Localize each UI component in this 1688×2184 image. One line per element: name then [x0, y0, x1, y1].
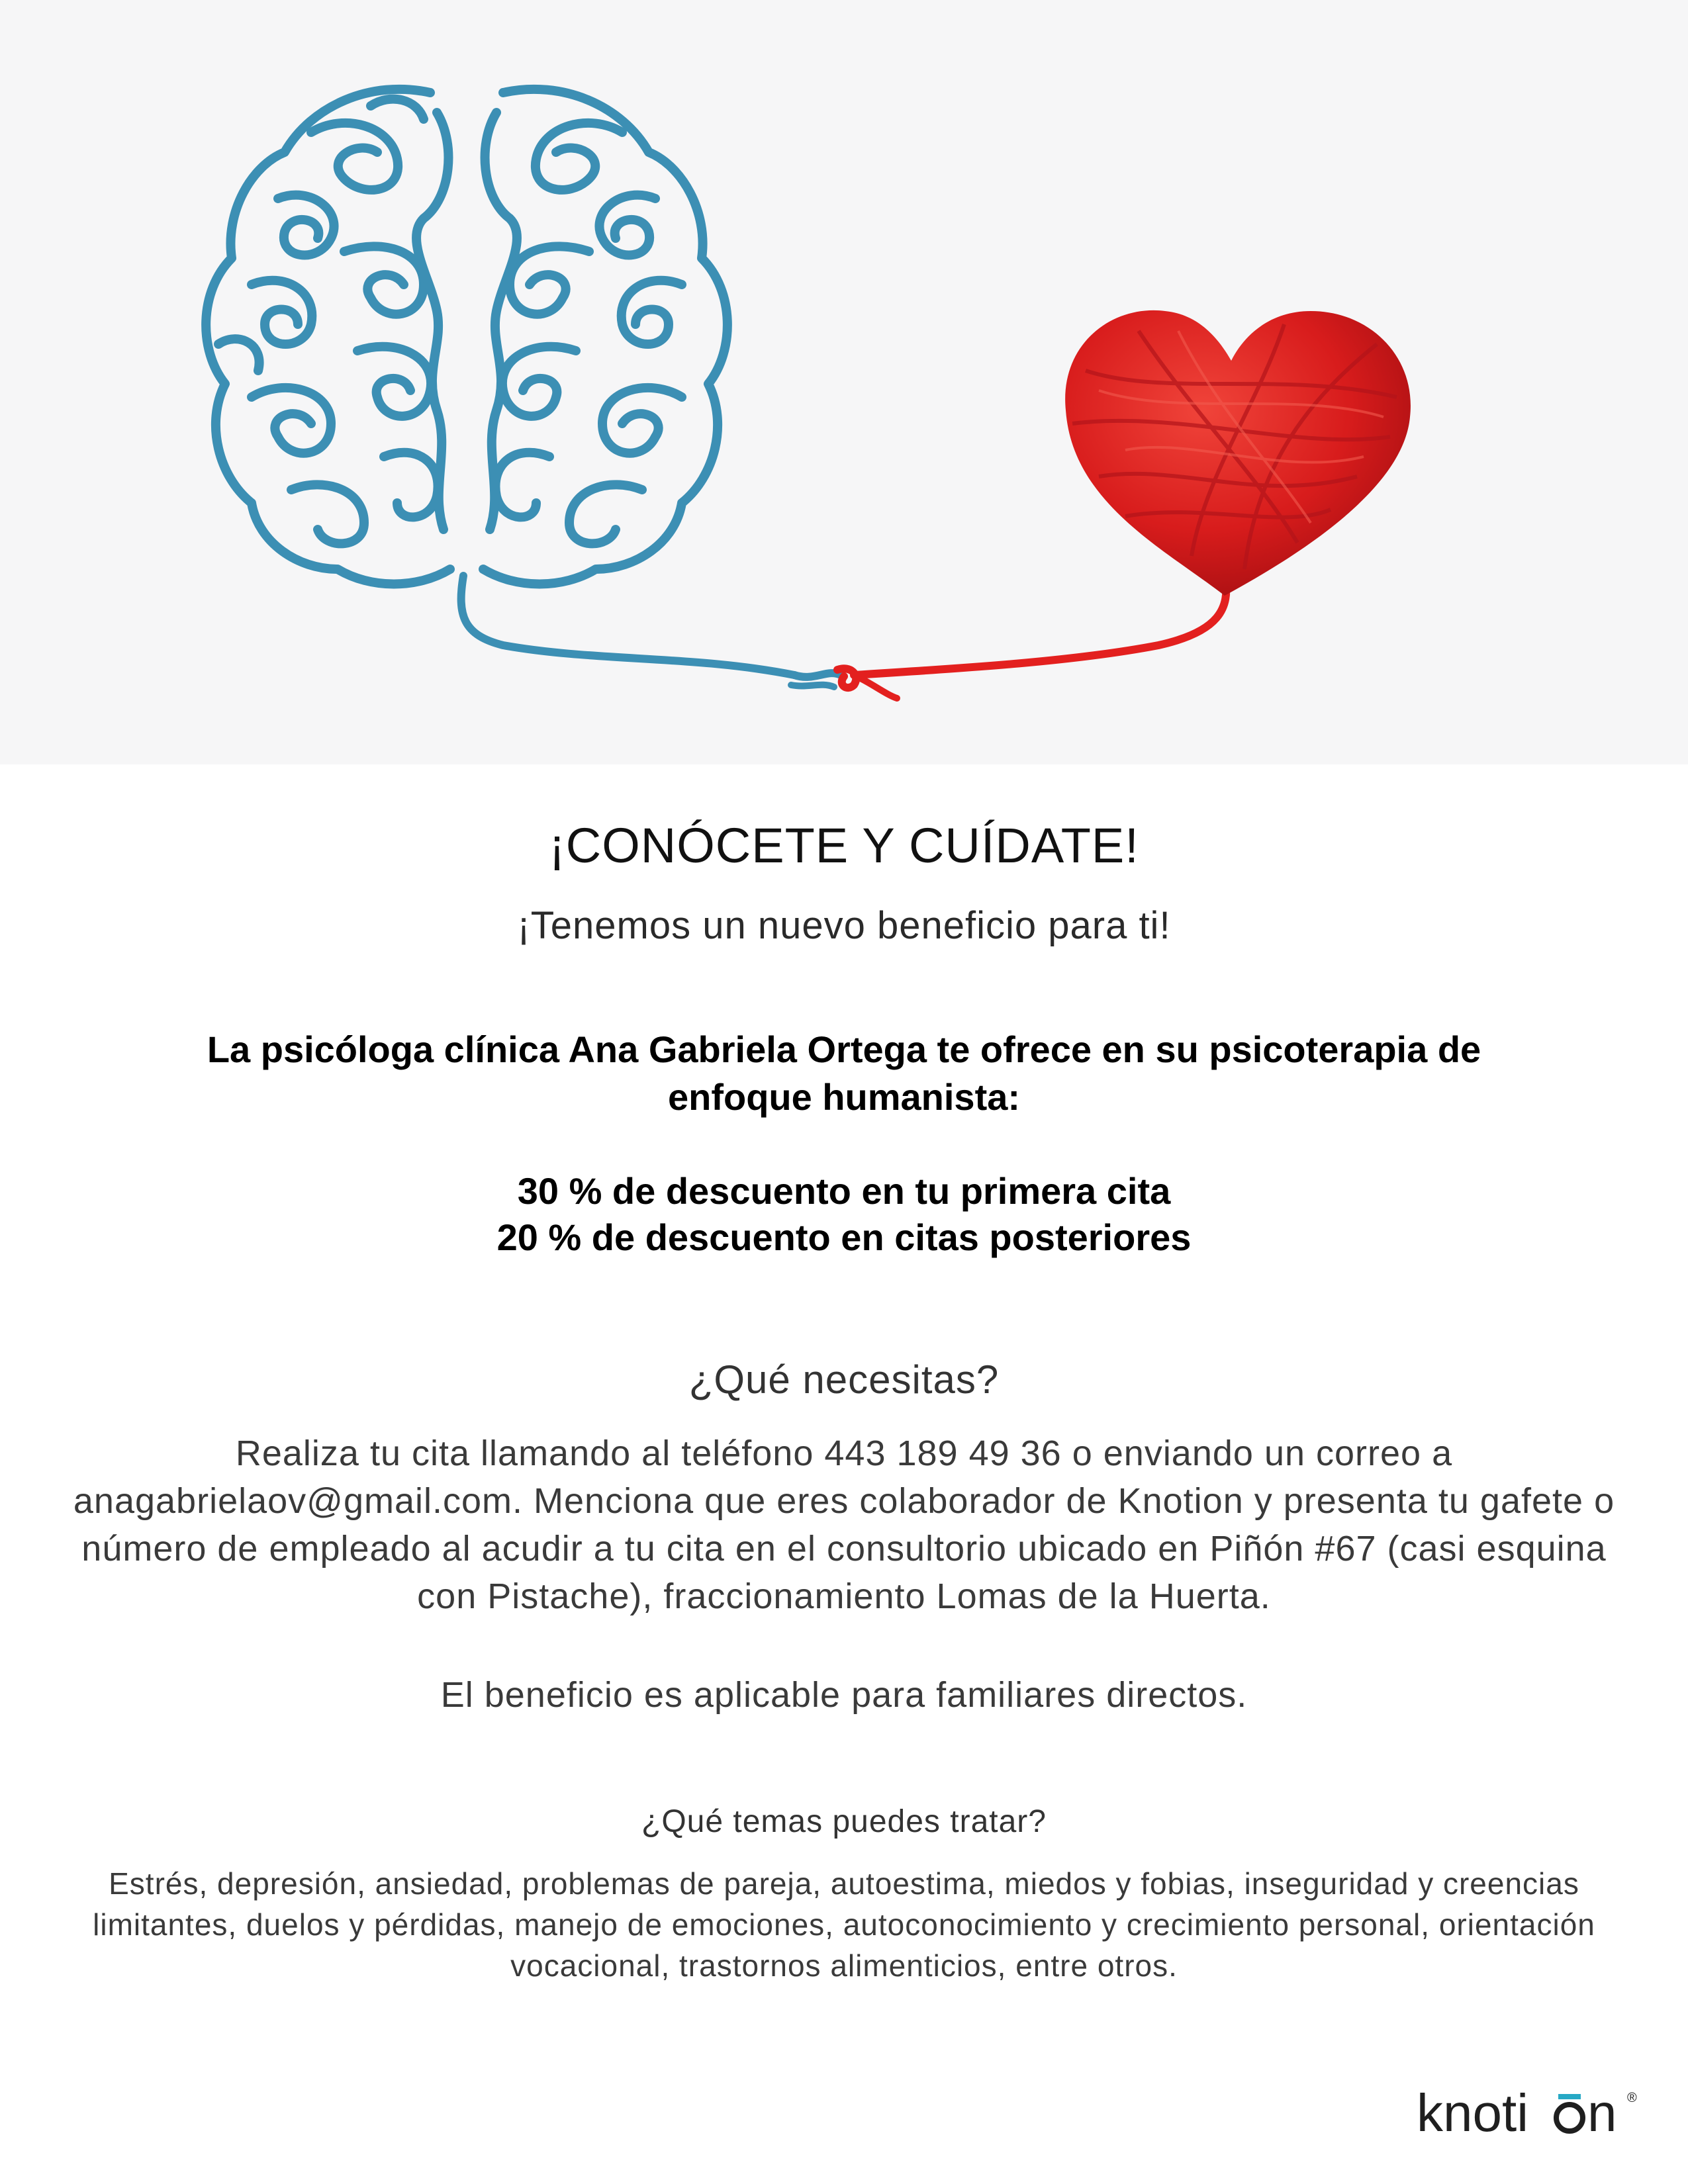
svg-text:n: n [1587, 2085, 1617, 2142]
needs-heading: ¿Qué necesitas? [688, 1357, 1000, 1402]
red-yarn-strand [854, 576, 1226, 675]
page-title: ¡CONÓCETE Y CUÍDATE! [549, 818, 1139, 873]
discount-item: 20 % de descuento en citas posteriores [496, 1216, 1192, 1258]
needs-instructions: Realiza tu cita llamando al teléfono 443 189 49 36 o enviando un correo a anagabrielaov@gmail.com. Menciona que eres colaborador de Knotion y presenta tu gafete o número de empleado al acudir a tu cita en el consultorio ubicado en Piñón #67 (casi esquina con Pistache), fraccionamiento Lomas de la Huerta. [73, 1433, 1615, 1616]
family-note: El beneficio es aplicable para familiares directos. [440, 1675, 1248, 1715]
discount-list [0, 1168, 1688, 1261]
topics-text: Estrés, depresión, ansiedad, problemas de pareja, autoestima, miedos y fobias, inseguridad y creencias limitantes, duelos y pérdidas, manejo de emociones, autoconocimiento y crecimiento personal, orientación vocacional, trastornos alimenticios, entre otros. [93, 1866, 1595, 1983]
knotion-logo [1417, 2085, 1642, 2144]
knotion-logo-icon [1417, 2085, 1642, 2144]
offer-intro: La psicóloga clínica Ana Gabriela Ortega te ofrece en su psicoterapia de enfoque humanista: [207, 1028, 1481, 1118]
svg-text:®: ® [1627, 2091, 1637, 2105]
page-subtitle: ¡Tenemos un nuevo beneficio para ti! [517, 904, 1171, 947]
topics-heading: ¿Qué temas puedes tratar? [641, 1804, 1047, 1839]
blue-yarn-strand [461, 576, 794, 675]
brain-left-hemisphere [206, 89, 450, 584]
yarn-brain-heart-icon [0, 0, 1688, 764]
yarn-heart [1065, 310, 1411, 596]
discount-item: 30 % de descuento en tu primera cita [517, 1170, 1171, 1212]
hero-illustration [0, 0, 1688, 764]
brain-right-hemisphere [483, 89, 727, 584]
svg-text:knoti: knoti [1417, 2085, 1528, 2142]
